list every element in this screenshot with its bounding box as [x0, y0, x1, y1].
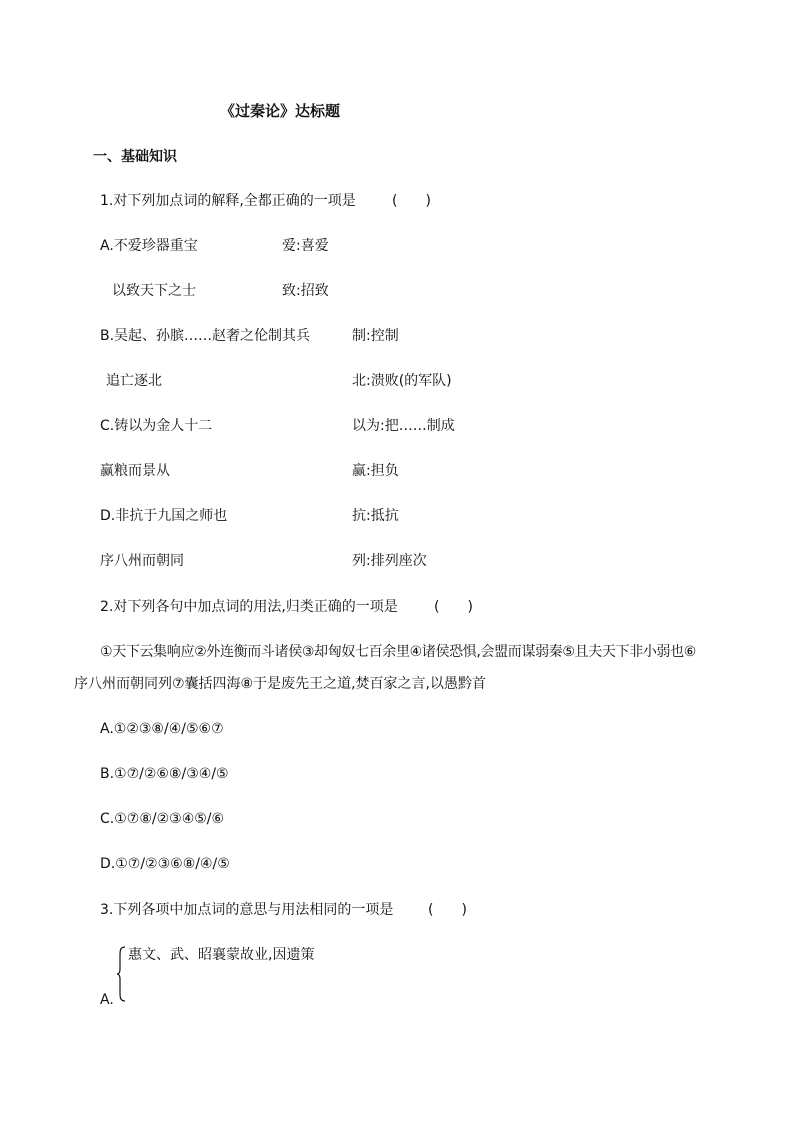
- q1-option-d-expl1: 抗:抵抗: [352, 508, 399, 524]
- page-title: 《过秦论》达标题: [220, 102, 341, 120]
- q1-option-d-expl2: 列:排列座次: [352, 553, 427, 569]
- q2-answer-paren: ( ): [434, 599, 473, 615]
- q1-option-a-expl1: 爱:喜爱: [282, 238, 329, 254]
- q1-option-b-expl2: 北:溃败(的军队): [352, 373, 452, 389]
- q2-sentences-line2: 序八州而朝同列⑦囊括四海⑧于是废先王之道,焚百家之言,以愚黔首: [74, 676, 487, 692]
- q3-option-a-label: A.: [100, 992, 114, 1008]
- q3-answer-paren: ( ): [428, 902, 467, 918]
- q1-option-d-line1: D.非抗于九国之师也: [100, 508, 228, 524]
- q1-option-a-line1: A.不爱珍器重宝: [100, 238, 198, 254]
- q3-option-a-line1: 惠文、武、昭襄蒙故业,因遗策: [128, 947, 315, 963]
- q1-option-c-expl2: 赢:担负: [352, 463, 399, 479]
- q1-option-b-line2: 追亡逐北: [106, 373, 162, 389]
- q1-option-c-line1: C.铸以为金人十二: [100, 418, 213, 434]
- q2-sentences-line1: ①天下云集响应②外连衡而斗诸侯③却匈奴七百余里④诸侯恐惧,会盟而谋弱秦⑤且夫天下非小弱也⑥: [100, 644, 697, 660]
- q1-stem: 1.对下列加点词的解释,全都正确的一项是: [100, 193, 356, 209]
- q1-option-b-line1: B.吴起、孙膑……赵奢之伦制其兵: [100, 328, 311, 344]
- q1-option-c-expl1: 以为:把……制成: [352, 418, 455, 434]
- q2-option-d: D.①⑦/②③⑥⑧/④/⑤: [100, 856, 230, 872]
- q1-option-d-line2: 序八州而朝同: [100, 553, 184, 569]
- q1-option-a-line2: 以致天下之士: [112, 283, 196, 299]
- q3-stem: 3.下列各项中加点词的意思与用法相同的一项是: [100, 902, 394, 918]
- q1-option-c-line2: 赢粮而景从: [100, 463, 170, 479]
- q2-option-b: B.①⑦/②⑥⑧/③④/⑤: [100, 766, 229, 782]
- q2-option-c: C.①⑦⑧/②③④⑤/⑥: [100, 811, 225, 827]
- q2-stem: 2.对下列各句中加点词的用法,归类正确的一项是: [100, 599, 398, 615]
- q2-option-a: A.①②③⑧/④/⑤⑥⑦: [100, 721, 224, 737]
- q1-option-b-expl1: 制:控制: [352, 328, 399, 344]
- left-brace-icon: [116, 946, 126, 1002]
- q1-option-a-expl2: 致:招致: [282, 283, 329, 299]
- section-heading: 一、基础知识: [93, 149, 177, 165]
- q1-answer-paren: ( ): [392, 193, 431, 209]
